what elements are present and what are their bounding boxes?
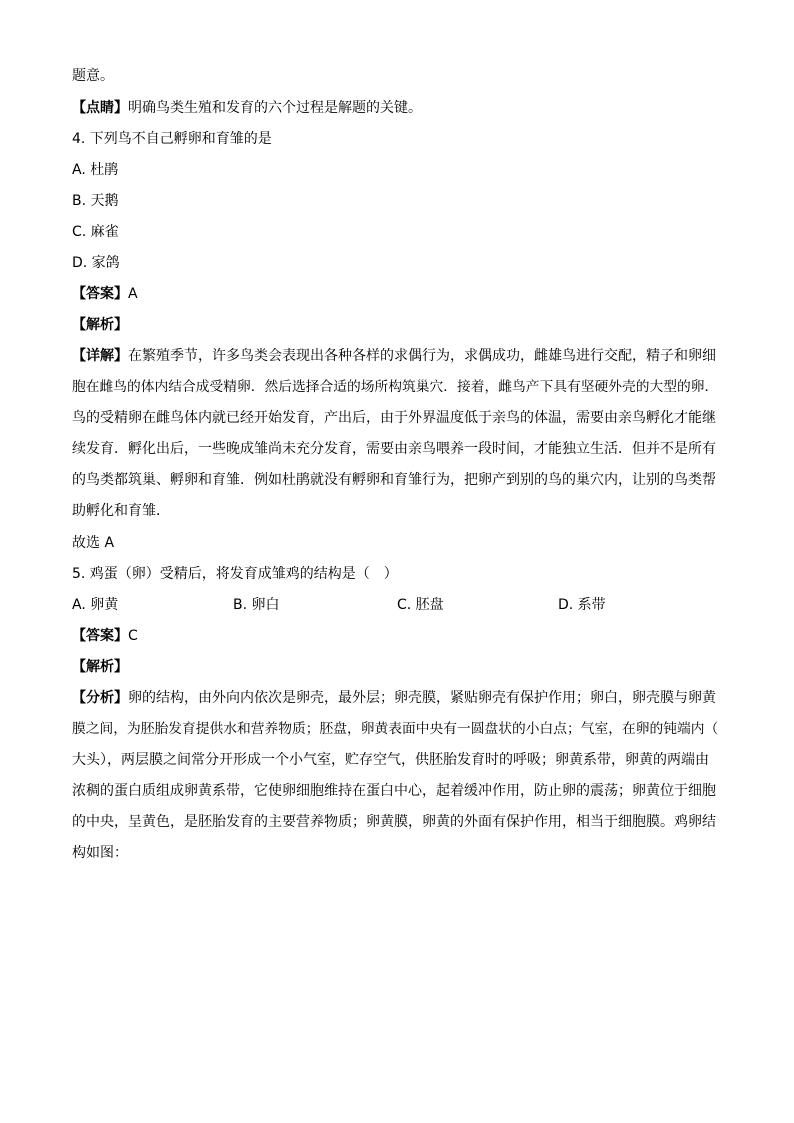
answer-tag: 【答案】 (72, 628, 128, 644)
answer-value: A (128, 286, 138, 302)
question-4-analysis-heading (72, 315, 722, 335)
question-4-detail-line-6: 助孵化和育雏． (72, 503, 170, 519)
comment-tag: 【点睛】 (72, 100, 128, 116)
question-4-detail-line-2: 胞在雌鸟的体内结合成受精卵．然后选择合适的场所构筑巢穴．接着，雌鸟产下具有坚硬外壳的大型的卵． (72, 379, 719, 395)
question-5-stem: 5. 鸡蛋（卵）受精后，将发育成雏鸡的结构是（ ） (72, 566, 398, 582)
question-4-option-b: B. 天鹅 (72, 193, 119, 209)
question-5-option-d: D. 系带 (558, 597, 606, 613)
question-5-analysis-heading (72, 657, 722, 677)
question-4-detail-line-3: 鸟的受精卵在雌鸟体内就已经开始发育，产出后，由于外界温度低于亲鸟的体温，需要由亲鸟孵化才能继 (72, 410, 716, 426)
analysis-tag: 【解析】 (72, 659, 128, 675)
question-5-option-c: C. 胚盘 (397, 597, 444, 613)
detail-tag: 【详解】 (72, 348, 128, 364)
answer-tag: 【答案】 (72, 286, 128, 302)
question-4-detail-line-5: 的鸟类都筑巢、孵卵和育雏．例如杜鹃就没有孵卵和育雏行为，把卵产到别的鸟的巢穴内，让别的鸟类帮 (72, 472, 716, 488)
detail-text: 在繁殖季节，许多鸟类会表现出各种各样的求偶行为，求偶成功，雌雄鸟进行交配，精子和卵细 (128, 348, 716, 364)
question-5-option-b: B. 卵白 (233, 597, 280, 613)
question-4-answer (72, 284, 722, 304)
question-5-analysis-line-2: 膜之间，为胚胎发育提供水和营养物质；胚盘，卵黄表面中央有一圆盘状的小白点；气室，在卵的钝端内（ (72, 721, 719, 737)
question-5-analysis-line-4: 浓稠的蛋白质组成卵黄系带，它使卵细胞维持在蛋白中心，起着缓冲作用，防止卵的震荡；卵黄位于细胞 (72, 783, 716, 799)
question-4-option-a: A. 杜鹃 (72, 162, 119, 178)
comment-text: 明确鸟类生殖和发育的六个过程是解题的关键。 (128, 100, 422, 116)
prev-answer-tail: 题意。 (72, 68, 114, 84)
question-5-option-a: A. 卵黄 (72, 597, 119, 613)
analysis-sub-tag: 【分析】 (72, 690, 128, 706)
question-4-stem: 4. 下列鸟不自己孵卵和育雏的是 (72, 131, 272, 147)
question-4-detail-line-1 (72, 346, 722, 366)
question-5-answer (72, 626, 722, 646)
question-4-conclusion: 故选 A (72, 535, 115, 551)
question-5-analysis-line-6: 构如图： (72, 845, 128, 861)
analysis-tag: 【解析】 (72, 317, 128, 333)
comment-line (72, 98, 722, 118)
question-4-option-d: D. 家鸽 (72, 255, 120, 271)
answer-value: C (128, 628, 138, 644)
question-4-detail-line-4: 续发育．孵化出后，一些晚成雏尚未充分发育，需要由亲鸟喂养一段时间，才能独立生活．但并不是所有 (72, 441, 716, 457)
question-5-analysis-line-3: 大头），两层膜之间常分开形成一个小气室，贮存空气，供胚胎发育时的呼吸；卵黄系带，卵黄的两端由 (72, 752, 709, 768)
question-4-option-c: C. 麻雀 (72, 224, 119, 240)
question-5-analysis-line-5: 的中央，呈黄色，是胚胎发育的主要营养物质；卵黄膜，卵黄的外面有保护作用，相当于细胞膜。鸡卵结 (72, 814, 716, 830)
analysis-text: 卵的结构，由外向内依次是卵壳，最外层；卵壳膜，紧贴卵壳有保护作用；卵白，卵壳膜与卵黄 (128, 690, 716, 706)
question-5-analysis-line-1 (72, 688, 722, 708)
question-5-options-row (72, 595, 722, 615)
